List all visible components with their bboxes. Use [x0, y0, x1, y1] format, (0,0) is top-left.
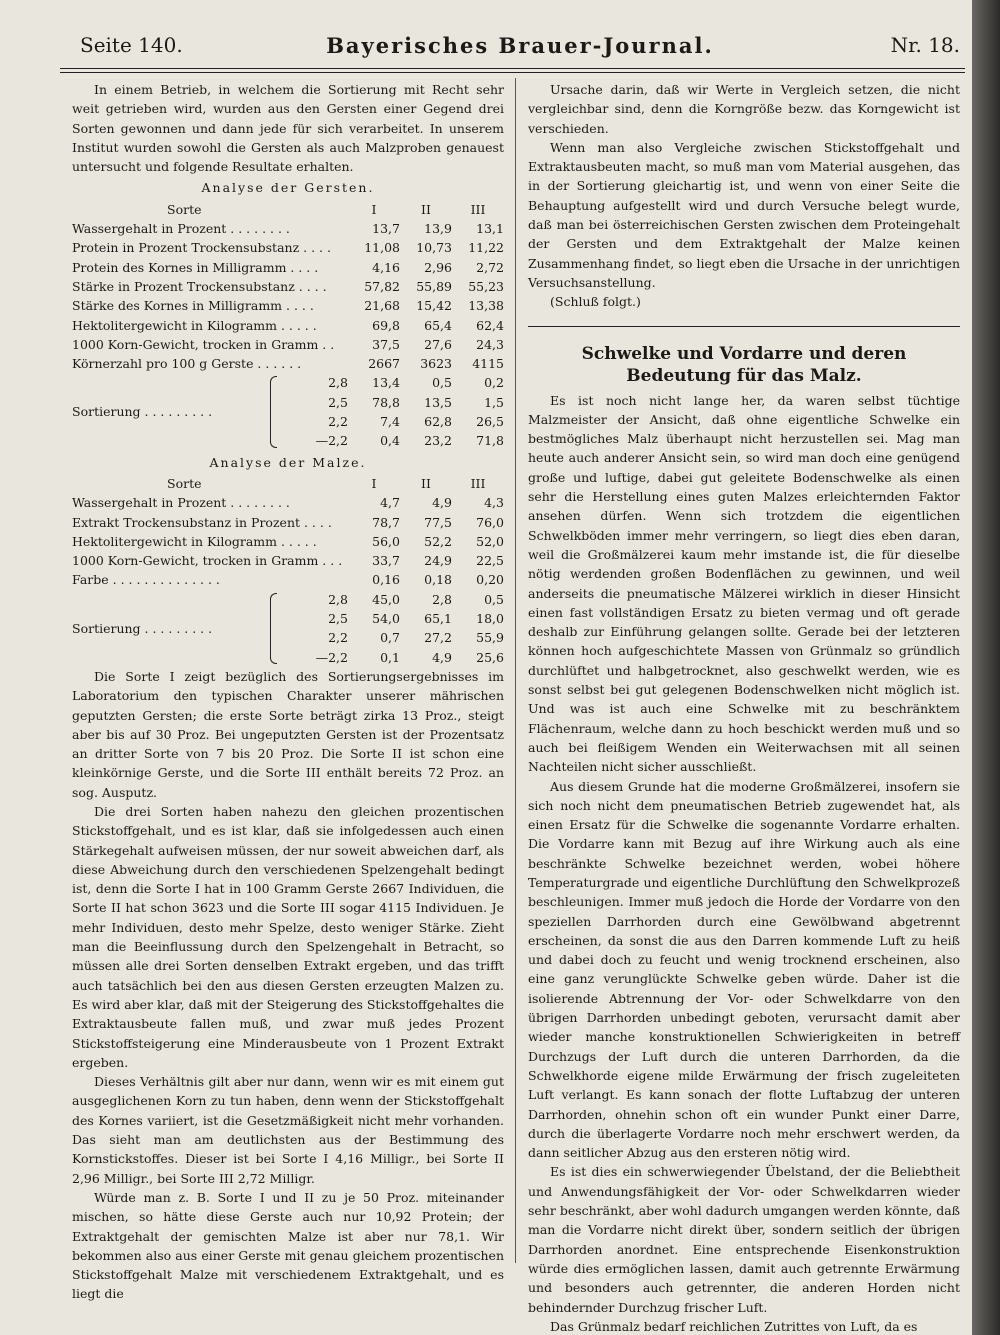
- column-header-2: II: [421, 475, 431, 491]
- sortierung-value: 18,0: [476, 611, 504, 627]
- sieve-size: 2,8: [328, 375, 348, 391]
- row-label: Farbe . . . . . . . . . . . . . .: [72, 572, 220, 588]
- sortierung-value: 71,8: [476, 433, 504, 449]
- sortierung-value: 2,8: [432, 591, 452, 607]
- sortierung-value: 55,9: [476, 630, 504, 646]
- row-value: 0,16: [372, 572, 400, 588]
- row-value: 55,23: [468, 278, 504, 294]
- row-value: 33,7: [372, 553, 400, 569]
- row-value: 27,6: [424, 336, 452, 352]
- brace-bracket: [270, 376, 277, 447]
- sortierung-value: 0,4: [380, 433, 400, 449]
- paragraph: Es ist dies ein schwerwiegender Übelstand, der die Beliebtheit und Anwendungsfähigkeit der Vor- oder Schwelkdarren wieder sehr beschränkt, aber wohl dadurch umgangen werden könnte, daß man die Vordarre nicht direkt über, sondern seitlich der übrigen Darrhorden anordnet. Eine entsprechende Eisenkonstruktion würde dies ermöglichen lassen, damit auch getrennte Erwärmung und besonders auch getrennter, die anderen Horden nicht behindernder Durchzug frischer Luft.: [528, 1164, 960, 1315]
- table-row: [72, 570, 504, 589]
- gerste-analysis-table: [72, 200, 504, 451]
- article-separator: [528, 326, 960, 327]
- sieve-size: 2,8: [328, 591, 348, 607]
- intro-paragraph: In einem Betrieb, in welchem die Sortierung mit Recht sehr weit getrieben wird, wurden aus den Gersten einer Gegend drei Sorten gewonnen und dann jede für sich verarbeitet. In unserem Institut wurden sowohl die Gersten als auch Malzproben genauest untersucht und folgende Resultate erhalten.: [72, 82, 504, 175]
- page-number: Seite 140.: [80, 33, 183, 57]
- column-header-3: III: [470, 201, 486, 217]
- paragraph: Es ist noch nicht lange her, da waren selbst tüchtige Malzmeister der Ansicht, daß ohne eigentliche Schwelke ein bestmögliches Malz überhaupt nicht herzustellen sei. Mag man heute auch anderer Ansicht sein, so wird man doch eine genügend große und luftige, dabei gut geleitete Bodenschwelke als einen sehr die Herstellung eines guten Malzes erleichternden Faktor ansehen dürfen. Wenn sich trotzdem die eigentlichen Schwelkböden immer mehr verringern, so liegt dies eben daran, weil die Großmälzerei kaum mehr imstande ist, die für dieselbe nötig werdenden großen Bodenflächen zu gewinnen, und weil anderseits die pneumatische Mälzerei wirklich in dieser Hinsicht einen fast vollständigen Ersatz zu bieten vermag und oft gerade deshalb zur Einführung gelangen sollte. Gerade bei der letzteren können hoch aufgeschichtete Massen von Grünmalz so gründlich durchlüftet und halbgetrocknet, also geschwelkt werden, wie es sonst selbst bei gut gelegenen Bodenschwelken nicht möglich ist. Und was ist auch eine Schwelke mit zu beschränktem Flächenraum, welche dann zu hoch beschickt werden muß und so auch bei fleißigem Wenden ein Weiterwachsen mit all seinen Nachteilen nicht sicher ausschließt.: [528, 392, 960, 775]
- row-value: 55,89: [416, 278, 452, 294]
- continuation-note: (Schluß folgt.): [550, 294, 641, 310]
- row-value: 77,5: [424, 514, 452, 530]
- row-value: 4,3: [484, 495, 504, 511]
- sortierung-value: 0,7: [380, 630, 400, 646]
- sortierung-value: 62,8: [424, 414, 452, 430]
- row-value: 52,2: [424, 533, 452, 549]
- row-value: 3623: [420, 356, 452, 372]
- sortierung-value: 23,2: [424, 433, 452, 449]
- sieve-size: —2,2: [315, 433, 348, 449]
- row-value: 56,0: [372, 533, 400, 549]
- sortierung-value: 4,9: [432, 649, 452, 665]
- row-label: Hektolitergewicht in Kilogramm . . . . .: [72, 317, 317, 333]
- row-label: Wassergehalt in Prozent . . . . . . . .: [72, 495, 290, 511]
- row-label: Körnerzahl pro 100 g Gerste . . . . . .: [72, 356, 302, 372]
- left-column: [72, 80, 504, 1304]
- row-value: 62,4: [476, 317, 504, 333]
- table-row: [72, 238, 504, 257]
- row-value: 57,82: [364, 278, 400, 294]
- column-header-1: I: [371, 475, 377, 491]
- table-row: [72, 354, 504, 373]
- table-header-row: [72, 200, 504, 219]
- page-header: [80, 33, 960, 65]
- left-body-text: [72, 667, 504, 1304]
- row-label: 1000 Korn-Gewicht, trocken in Gramm . . .: [72, 553, 343, 569]
- sortierung-value: 7,4: [380, 414, 400, 430]
- row-value: 4,9: [432, 495, 452, 511]
- sieve-size: 2,5: [328, 611, 348, 627]
- row-value: 13,9: [424, 221, 452, 237]
- brace-bracket: [270, 593, 277, 664]
- row-value: 10,73: [416, 240, 452, 256]
- row-value: 4,16: [372, 259, 400, 275]
- table-row: [72, 493, 504, 512]
- row-value: 11,22: [468, 240, 504, 256]
- row-value: 13,1: [476, 221, 504, 237]
- sortierung-value: 54,0: [372, 611, 400, 627]
- table-row: [72, 335, 504, 354]
- row-label: Extrakt Trockensubstanz in Prozent . . . .: [72, 514, 332, 530]
- row-value: 22,5: [476, 553, 504, 569]
- article-title: Schwelke und Vordarre und deren Bedeutung für das Malz.: [581, 343, 907, 386]
- column-header-3: III: [470, 475, 486, 491]
- sortierung-row: [72, 590, 504, 609]
- right-column: [528, 80, 960, 1335]
- sortierung-row: [72, 373, 504, 392]
- table-header-row: [72, 474, 504, 493]
- row-value: 78,7: [372, 514, 400, 530]
- row-value: 76,0: [476, 514, 504, 530]
- journal-title: Bayerisches Brauer-Journal.: [326, 33, 714, 58]
- row-label: Wassergehalt in Prozent . . . . . . . .: [72, 221, 290, 237]
- sortierung-value: 0,2: [484, 375, 504, 391]
- row-value: 2,72: [476, 259, 504, 275]
- table-row: [72, 258, 504, 277]
- row-value: 65,4: [424, 317, 452, 333]
- sieve-size: 2,2: [328, 630, 348, 646]
- paragraph: Wenn man also Vergleiche zwischen Stickstoffgehalt und Extraktausbeuten macht, so muß man vom Material ausgehen, das in der Sortierung gleichartig ist, und wenn von einer Seite die Behauptung aufgestellt wird und durch Versuche belegt wurde, daß man bei österreichischen Gersten zwischen dem Proteingehalt der Gersten und dem Extraktgehalt der Malze keinen Zusammenhang findet, so liegt eben die Ursache in der unrichtigen Versuchsanstellung.: [528, 139, 960, 290]
- table-row: [72, 277, 504, 296]
- sortierung-value: 13,4: [372, 375, 400, 391]
- row-value: 24,9: [424, 553, 452, 569]
- paragraph: Die Sorte I zeigt bezüglich des Sortierungsergebnisses im Laboratorium den typischen Charakter unserer mährischen geputzten Gersten; die erste Sorte beträgt zirka 13 Proz., steigt aber bis auf 30 Proz. Bei ungeputzten Gersten ist der Prozentsatz an dritter Sorte von 7 bis 20 Proz. Die Sorte II ist schon eine kleinkörnige Gerste, und die Sorte III enthält bereits 72 Proz. an sog. Ausputz.: [72, 668, 504, 800]
- sortierung-label: Sortierung . . . . . . . . .: [72, 620, 213, 636]
- table-row: [72, 551, 504, 570]
- brace-cell: [262, 373, 288, 450]
- header-rule: [60, 68, 965, 69]
- row-label: Protein in Prozent Trockensubstanz . . . .: [72, 240, 331, 256]
- row-value: 2,96: [424, 259, 452, 275]
- sortierung-value: 0,5: [432, 375, 452, 391]
- page-edge-shadow: [972, 0, 1000, 1335]
- paragraph: Dieses Verhältnis gilt aber nur dann, wenn wir es mit einem gut ausgeglichenen Korn zu tun haben, denn wenn der Stickstoffgehalt des Kornes variiert, ist die Gesetzmäßigkeit nicht mehr vorhanden. Das sieht man am deutlichsten aus der Bestimmung des Kornstickstoffes. Dieser ist bei Sorte I 4,16 Milligr., bei Sorte II 2,96 Milligr., bei Sorte III 2,72 Milligr.: [72, 1074, 504, 1186]
- sortierung-value: 0,1: [380, 649, 400, 665]
- paragraph: Das Grünmalz bedarf reichlichen Zutrittes von Luft, da es: [550, 1318, 918, 1334]
- row-value: 37,5: [372, 336, 400, 352]
- column-divider: [515, 78, 516, 1263]
- row-label: 1000 Korn-Gewicht, trocken in Gramm . .: [72, 336, 335, 352]
- sieve-size: 2,2: [328, 414, 348, 430]
- row-value: 11,08: [364, 240, 400, 256]
- sieve-size: —2,2: [315, 649, 348, 665]
- row-value: 2667: [368, 356, 400, 372]
- paragraph: Aus diesem Grunde hat die moderne Großmälzerei, insofern sie sich noch nicht dem pneumatischen Betrieb zugewendet hat, als einen Ersatz für die Schwelke die sogenannte Vordarre erhalten. Die Vordarre kann mit Bezug auf ihre Wirkung auch als eine beschränkte Schwelke bezeichnet werden, wobei höhere Temperaturgrade und eigentliche Durchlüftung den Schwelkprozeß beschleunigen. Immer muß jedoch die Horde der Vordarre von den speziellen Darrhorden durch eine Gewölbwand abgetrennt erscheinen, da sonst die aus den Darren kommende Luft zu heiß und dabei doch zu feucht und wenig trocknend erscheinen, also eine ganz verunglückte Schwelke geben würde. Daher ist die isolierende Abtrennung der Vor- oder Schwelkdarre von den übrigen Darrhorden unbedingt geboten, verursacht damit aber wieder manche konstruktionellen Schwierigkeiten in betreff Durchzugs der Luft durch die unteren Darrhorden, da die Schwelkhorde eigene milde Erwärmung der frisch zugeleiteten Luft verlangt. Es kann sonach der flotte Luftabzug der unteren Darrhorden, ohnehin schon oft ein wunder Punkt einer Darre, durch die überlagerte Vordarre noch mehr erschwert werden, da dann seitlicher Abzug aus den ersteren nötig wird.: [528, 778, 960, 1161]
- table-row: [72, 316, 504, 335]
- row-value: 52,0: [476, 533, 504, 549]
- row-label: Stärke in Prozent Trockensubstanz . . . .: [72, 278, 327, 294]
- sortierung-value: 27,2: [424, 630, 452, 646]
- column-header-1: I: [371, 201, 377, 217]
- continued-text: [528, 80, 960, 292]
- row-label: Hektolitergewicht in Kilogramm . . . . .: [72, 533, 317, 549]
- paragraph: Würde man z. B. Sorte I und II zu je 50 Proz. miteinander mischen, so hätte diese Gerste auch nur 10,92 Protein; der Extraktgehalt der gemischten Malze ist aber nur 78,1. Wir bekommen also aus einer Gerste mit genau gleichem prozentischen Stickstoffgehalt Malze mit verschiedenem Extraktgehalt, und es liegt die: [72, 1189, 504, 1302]
- header-rule-thin: [60, 72, 965, 73]
- table-row: [72, 532, 504, 551]
- row-value: 4115: [472, 356, 504, 372]
- sortierung-value: 1,5: [484, 394, 504, 410]
- paragraph: Die drei Sorten haben nahezu den gleichen prozentischen Stickstoffgehalt, und es ist klar, daß sie infolgedessen auch einen Stärkegehalt aufweisen müssen, der nur soweit abweichen darf, als diese Abweichung durch den verschiedenen Spelzengehalt bedingt ist, denn die Sorte I hat in 100 Gramm Gerste 2667 Individuen, die Sorte II hat schon 3623 und die Sorte III sogar 4115 Individuen. Je mehr Individuen, desto mehr Spelze, desto weniger Stärke. Zieht man die Beeinflussung durch den Spelzengehalt in Betracht, so müssen alle drei Sorten denselben Extrakt ergeben, und das trifft auch tatsächlich bei den aus diesen Gersten erzeugten Malzen zu. Es wird aber klar, daß mit der Steigerung des Stickstoffgehaltes die Extraktausbeute fallen muß, und zwar muß jedes Prozent Stickstoffsteigerung eine Minderausbeute von 1 Prozent Extrakt ergeben.: [72, 803, 504, 1070]
- article-body: [528, 391, 960, 1335]
- row-value: 4,7: [380, 495, 400, 511]
- row-label: Stärke des Kornes in Milligramm . . . .: [72, 298, 314, 314]
- column-header-sorte: Sorte: [167, 201, 202, 217]
- row-value: 13,38: [468, 298, 504, 314]
- issue-number: Nr. 18.: [890, 33, 960, 57]
- row-value: 21,68: [364, 298, 400, 314]
- sortierung-value: 25,6: [476, 649, 504, 665]
- table-row: [72, 296, 504, 315]
- table-row: [72, 219, 504, 238]
- sortierung-value: 26,5: [476, 414, 504, 430]
- sieve-size: 2,5: [328, 394, 348, 410]
- column-header-sorte: Sorte: [167, 475, 202, 491]
- row-value: 0,18: [424, 572, 452, 588]
- sortierung-value: 78,8: [372, 394, 400, 410]
- sortierung-value: 13,5: [424, 394, 452, 410]
- row-value: 24,3: [476, 336, 504, 352]
- sortierung-value: 45,0: [372, 591, 400, 607]
- row-value: 0,20: [476, 572, 504, 588]
- table-row: [72, 513, 504, 532]
- sortierung-label: Sortierung . . . . . . . . .: [72, 404, 213, 420]
- row-value: 15,42: [416, 298, 452, 314]
- gerste-table-caption: Analyse der Gersten.: [201, 180, 375, 196]
- malz-table-caption: Analyse der Malze.: [209, 454, 367, 470]
- row-value: 13,7: [372, 221, 400, 237]
- sortierung-value: 0,5: [484, 591, 504, 607]
- paragraph: Ursache darin, daß wir Werte in Vergleich setzen, die nicht vergleichbar sind, denn die Korngröße bezw. das Korngewicht ist verschieden.: [528, 82, 960, 136]
- malz-analysis-table: [72, 474, 504, 667]
- sortierung-value: 65,1: [424, 611, 452, 627]
- row-value: 69,8: [372, 317, 400, 333]
- brace-cell: [262, 590, 288, 667]
- column-header-2: II: [421, 201, 431, 217]
- row-label: Protein des Kornes in Milligramm . . . .: [72, 259, 319, 275]
